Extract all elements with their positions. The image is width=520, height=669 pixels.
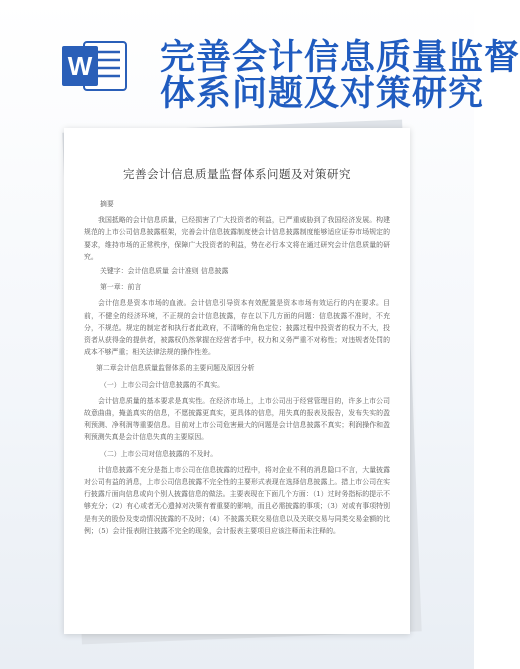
section2-text: 计信息披露不充分是指上市公司在信息披露的过程中，将对企业不利的消息隐口不言，大量披露对公司有益的消息，上市公司信息披露不完全性的主要形式表现在选择信息披露上。措上市公司在实行披露斤面向信息或向个别人披露信息的做法。主要表现在下面几个方面：（1）过时务指标的提示不够充分；（2）有心或者无心遗掉对决策有着重要的影响，而且必需披露的事项；（3）对或有事项特别是有关的股份及变动情况披露的不及时；（4）不披露关联交易信息以及关联交易与同类交易金额的比例；（5）会计报表附注披露不完全的现象，会计报表主要项目应该注释而未注释的。: [84, 465, 390, 535]
keywords-line: 关键字：会计信息质量 会计准则 信息披露: [100, 267, 229, 276]
document-title: 完善会计信息质量监督体系问题及对策研究: [123, 167, 351, 181]
section1-heading: （一）上市公司会计信息披露的不真实。: [100, 380, 225, 389]
header-title-line2: 体系问题及对策研究: [160, 74, 485, 114]
section2-heading: （二）上市公司对信息披露的不及时。: [100, 449, 218, 458]
abstract-heading: 摘要: [100, 200, 114, 208]
header-banner: [0, 0, 520, 114]
section1-text: 会计信息质量的基本要求是真实性。在经济市场上，上市公司出于经营管理目的，许多上市公司故意曲曲，掩盖真实的信息，不愿披露更真实，更具体的信息，用失真的报表及报告，发布失实的盈利预测、净利润等重要信息。目前对上市公司危害最大的问题是会计信息披露不真实；利润操作和盈利预测失真是会计信息失真的主要原因。: [84, 396, 390, 442]
word-document-icon: [62, 38, 128, 94]
chapter2-heading: 第二章会计信息质量监督体系的主要问题及原因分析: [96, 364, 255, 373]
word-icon-letter: W: [67, 51, 93, 81]
abstract-text: 我国抵略的会计信息质量，已经损害了广大投资者的利益，已严重威胁到了我国经济发展。构建规范的上市公司信息披露框架，完善会计信息披露制度使会计信息披露制度能够适应证券市场规定的要求，维持市场的正常秩序，保障广大投资者的利益，势在必行本文将在通过研究会计信息质量的研究。: [84, 216, 390, 261]
document-body: [84, 196, 390, 537]
chapter1-heading: 第一章：前言: [100, 283, 142, 292]
document-page: [64, 128, 410, 634]
header-title-line1: 完善会计信息质量监督: [160, 38, 520, 78]
chapter1-text: 会计信息是资本市场的血液。会计信息引导资本有效配置是资本市场有效运行的内在要求。目前，不健全的经济环境，不正规的会计信息披露，存在以下几方面的问题：信息披露不准时，不充分，不规范。规定的制定者和执行者此政府，不清晰的角色定位；披露过程中投资者的权力不大，投资者从获得金的提供者，被露权仍然掌握在经营者手中，权力和义务严重不对称性；对违规者处罚的成本不够严重；相关法律法规的操作性差。: [84, 299, 390, 357]
